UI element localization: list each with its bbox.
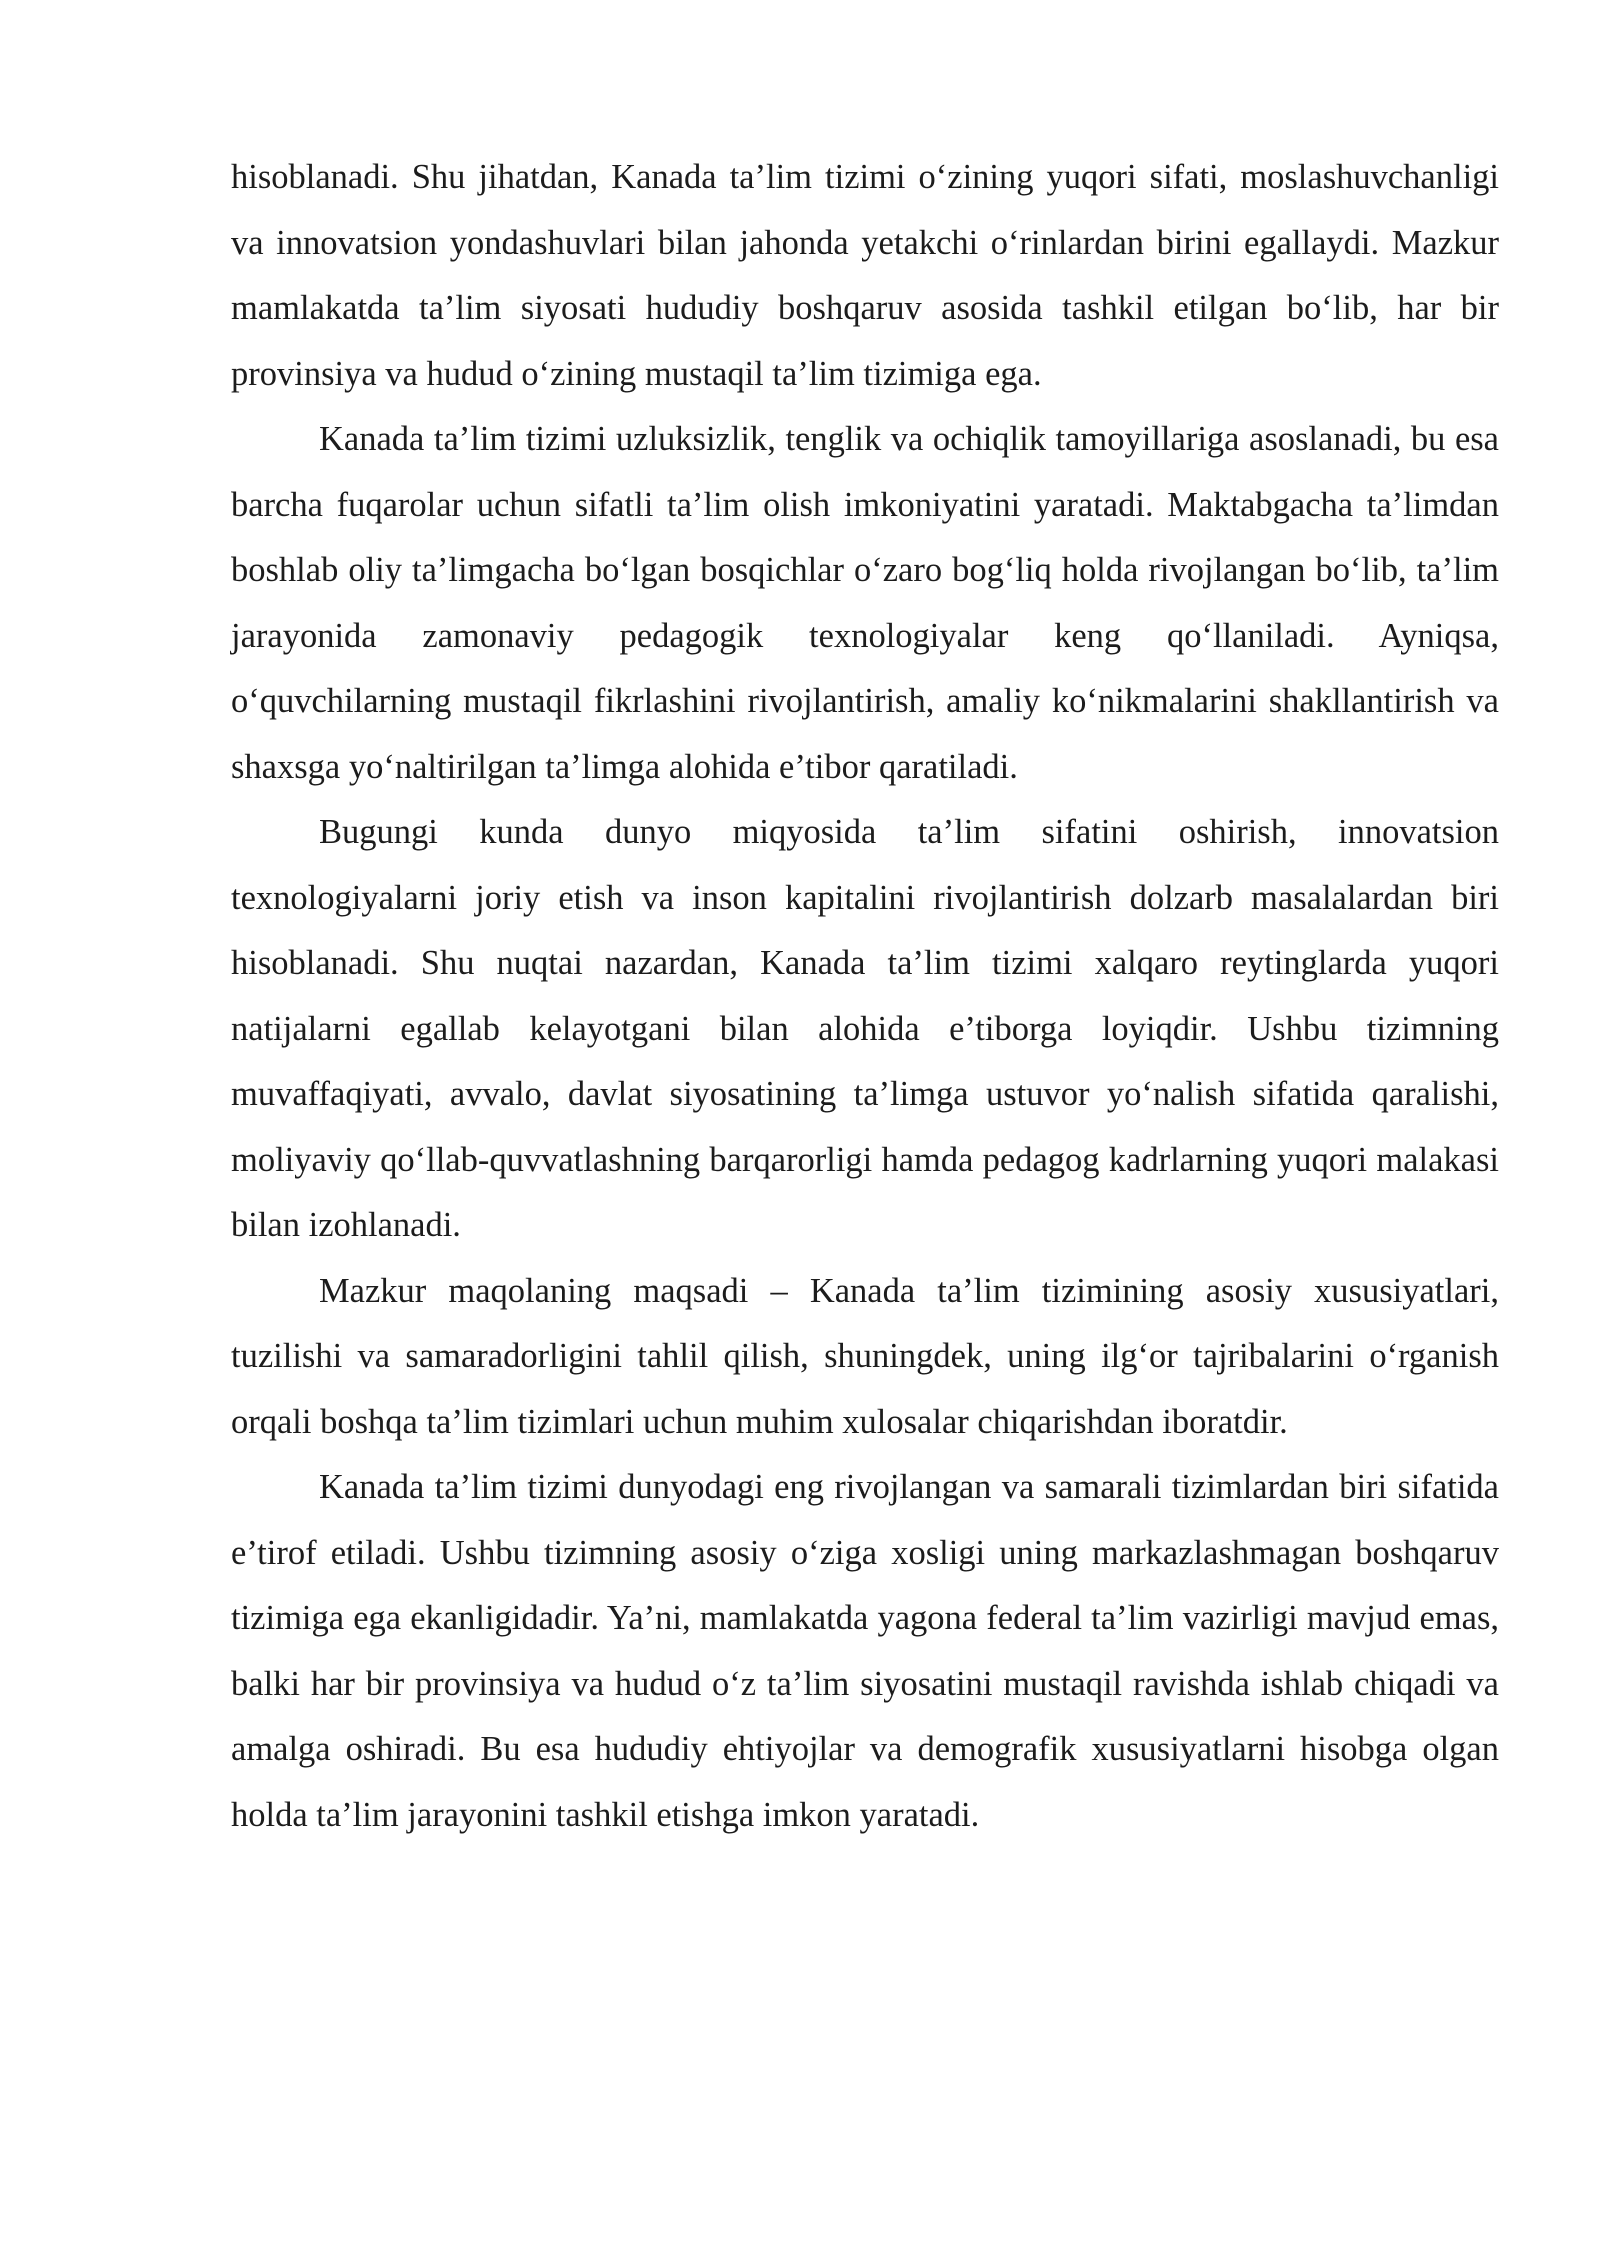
paragraph-5: Kanada ta’lim tizimi dunyodagi eng rivojlangan va samarali tizimlardan biri sifatida e’tirof etiladi. Ushbu tizimning asosiy o‘ziga xosligi uning markazlashmagan boshqaruv tizimiga ega ekanligidadir. Ya’ni, mamlakatda yagona federal ta’lim vazirligi mavjud emas, balki har bir provinsiya va hudud o‘z ta’lim siyosatini mustaqil ravishda ishlab chiqadi va amalga oshiradi. Bu esa hududiy ehtiyojlar va demografik xususiyatlarni hisobga olgan holda ta’lim jarayonini tashkil etishga imkon yaratadi.	[231, 1468, 1499, 1834]
paragraph-2: Kanada ta’lim tizimi uzluksizlik, tenglik va ochiqlik tamoyillariga asoslanadi, bu esa barcha fuqarolar uchun sifatli ta’lim olish imkoniyatini yaratadi. Maktabgacha ta’limdan boshlab oliy ta’limgacha bo‘lgan bosqichlar o‘zaro bog‘liq holda rivojlangan bo‘lib, ta’lim jarayonida zamonaviy pedagogik texnologiyalar keng qo‘llaniladi. Ayniqsa, o‘quvchilarning mustaqil fikrlashini rivojlantirish, amaliy ko‘nikmalarini shakllantirish va shaxsga yo‘naltirilgan ta’limga alohida e’tibor qaratiladi.	[231, 420, 1499, 786]
paragraph-3: Bugungi kunda dunyo miqyosida ta’lim sifatini oshirish, innovatsion texnologiyalarni joriy etish va inson kapitalini rivojlantirish dolzarb masalalardan biri hisoblanadi. Shu nuqtai nazardan, Kanada ta’lim tizimi xalqaro reytinglarda yuqori natijalarni egallab kelayotgani bilan alohida e’tiborga loyiqdir. Ushbu tizimning muvaffaqiyati, avvalo, davlat siyosatining ta’limga ustuvor yo‘nalish sifatida qaralishi, moliyaviy qo‘llab-quvvatlashning barqarorligi hamda pedagog kadrlarning yuqori malakasi bilan izohlanadi.	[231, 813, 1499, 1244]
paragraph-4: Mazkur maqolaning maqsadi – Kanada ta’lim tizimining asosiy xususiyatlari, tuzilishi va samaradorligini tahlil qilish, shuningdek, uning ilg‘or tajribalarini o‘rganish orqali boshqa ta’lim tizimlari uchun muhim xulosalar chiqarishdan iboratdir.	[231, 1271, 1499, 1441]
paragraph-1: hisoblanadi. Shu jihatdan, Kanada ta’lim tizimi o‘zining yuqori sifati, moslashuvchanligi va innovatsion yondashuvlari bilan jahonda yetakchi o‘rinlardan birini egallaydi. Mazkur mamlakatda ta’lim siyosati hududiy boshqaruv asosida tashkil etilgan bo‘lib, har bir provinsiya va hudud o‘zining mustaqil ta’lim tizimiga ega.	[231, 158, 1499, 393]
document-body	[231, 145, 1499, 1848]
